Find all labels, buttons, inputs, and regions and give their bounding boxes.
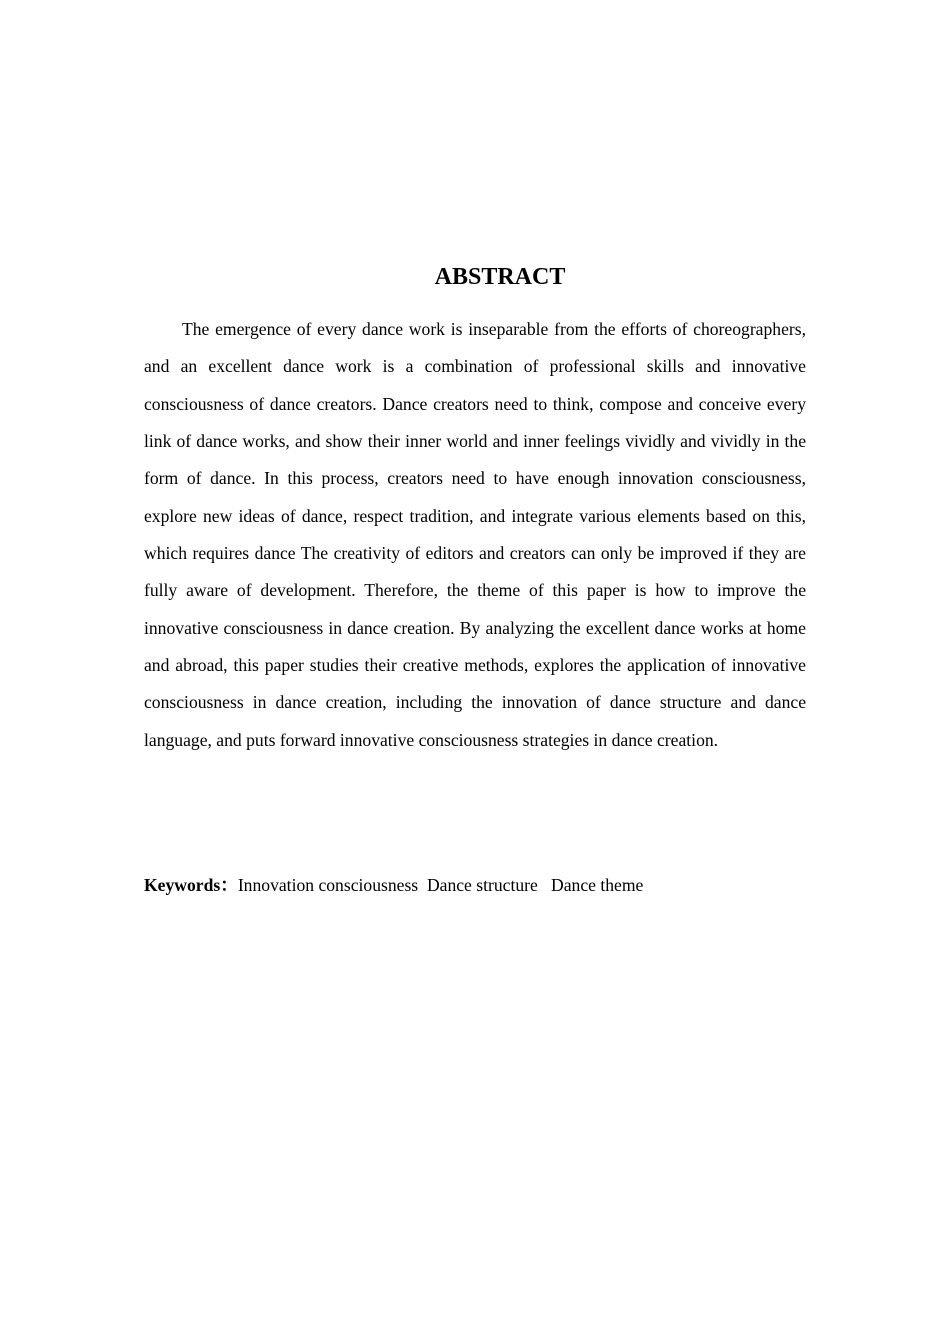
keywords-label: Keywords： (144, 875, 238, 895)
abstract-title: ABSTRACT (434, 264, 566, 290)
abstract-paragraph: The emergence of every dance work is inseparable from the efforts of choreographers, and an excellent dance work is a combination of professional skills and innovative consciousness of dance creators. Dance creators need to think, compose and conceive every link of dance works, and show their inner world and inner feelings vividly and vividly in the form of dance. In this process, creators need to have enough innovation consciousness, explore new ideas of dance, respect tradition, and integrate various elements based on this, which requires dance The creativity of editors and creators can only be improved if they are fully aware of development. Therefore, the theme of this paper is how to improve the innovative consciousness in dance creation. By analyzing the excellent dance works at home and abroad, this paper studies their creative methods, explores the application of innovative consciousness in dance creation, including the innovation of dance structure and dance language, and puts forward innovative consciousness strategies in dance creation. (144, 319, 806, 750)
keyword-2: Dance structure (426, 875, 538, 895)
keyword-1: Innovation consciousness (237, 875, 419, 895)
keywords-line (144, 867, 806, 904)
keyword-3: Dance theme (551, 875, 644, 895)
